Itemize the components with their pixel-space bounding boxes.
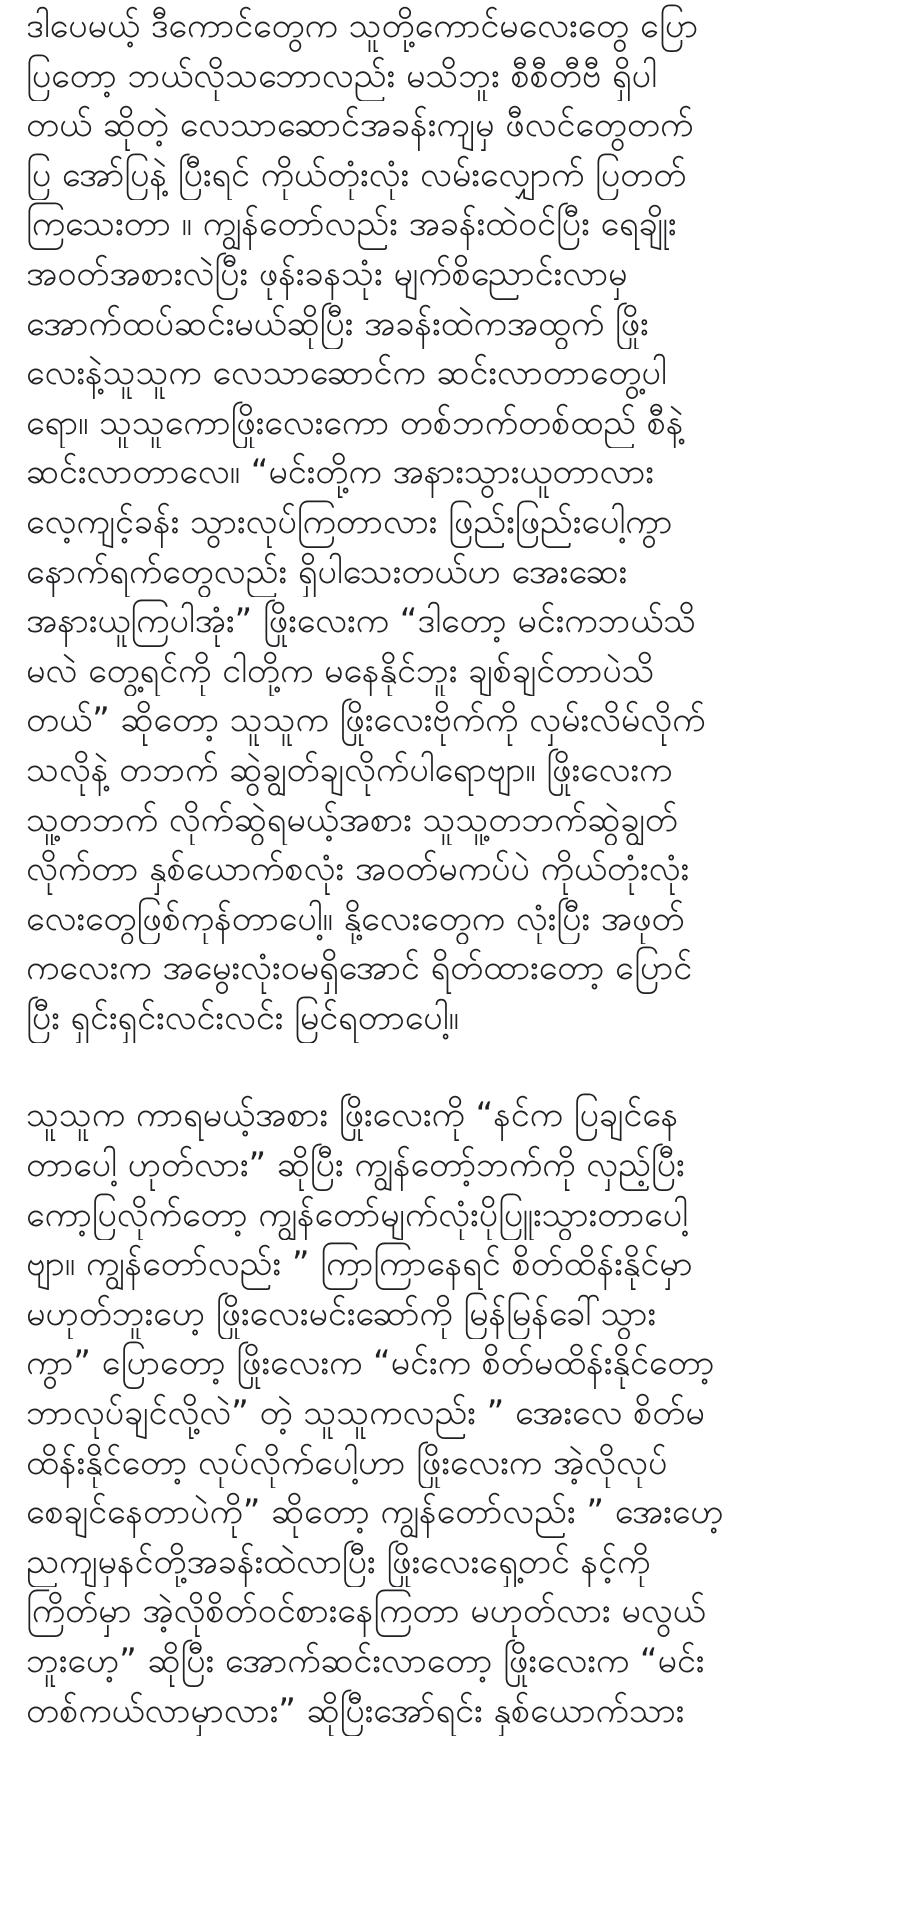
text-line: တယ်” ဆိုတော့ သူသူက ဖြိုးလေးဗိုက်ကို လှမ်းလိမ်လိုက်	[26, 700, 706, 741]
text-line: သလိုနဲ့ တဘက် ဆွဲချွတ်ချလိုက်ပါရောဗျာ။ ဖြိုးလေးက	[26, 749, 673, 790]
paragraph-spacer	[26, 1043, 878, 1091]
text-line: ကွာ” ပြောတော့ ဖြိုးလေးက “မင်းက စိတ်မထိန်းနိုင်တော့	[26, 1343, 715, 1384]
text-line: ကြိတ်မှာ အဲ့လိုစိတ်ဝင်စားနေကြတာ မဟုတ်လား မလွယ်	[26, 1591, 706, 1632]
text-line: ကြသေးတာ ။ ကျွန်တော်လည်း အခန်းထဲဝင်ပြီး ရေချိုး	[26, 204, 677, 245]
text-line: ဘာလုပ်ချင်လို့လဲ” တဲ့ သူသူကလည်း ” အေးလေ စိတ်မ	[26, 1393, 705, 1434]
paragraph-1	[26, 2, 878, 1043]
text-line: ဒါပေမယ့် ဒီကောင်တွေက သူတို့ကောင်မလေးတွေ ပြော	[26, 6, 699, 46]
text-line: လေးနဲ့သူသူက လေသာဆောင်က ဆင်းလာတာတွေ့ပါ	[26, 353, 667, 394]
text-line: ပြတော့ ဘယ်လိုသဘောလည်း မသိဘူး စီစီတီဗီ ရှိပါ	[26, 55, 657, 96]
text-line: မဟုတ်ဘူးဟေ့ ဖြိုးလေးမင်းဆော်ကို မြန်မြန်ခေါ်သွား	[26, 1293, 656, 1334]
text-line: ညကျမှနင်တို့အခန်းထဲလာပြီး ဖြိုးလေးရှေ့တင် နင့်ကို	[26, 1541, 651, 1582]
text-line: သူ့တဘက် လိုက်ဆွဲရမယ့်အစား သူသူ့တဘက်ဆွဲချွတ်	[26, 799, 678, 840]
text-line: လိုက်တာ နှစ်ယောက်စလုံး အဝတ်မကပ်ပဲ ကိုယ်တုံးလုံး	[26, 849, 690, 890]
text-line: ဘူးဟေ့” ဆိုပြီး အောက်ဆင်းလာတော့ ဖြိုးလေးက “မင်း	[26, 1641, 705, 1681]
paragraph-2	[26, 1091, 878, 1736]
text-line: ပြ အော်ပြနဲ့ ပြီးရင် ကိုယ်တုံးလုံး လမ်းလျှောက် ပြတတ်	[26, 154, 687, 195]
text-line: စေချင်နေတာပဲကို” ဆိုတော့ ကျွန်တော်လည်း ” အေးဟေ့	[26, 1492, 724, 1533]
text-line: ကလေးက အမွေးလုံးဝမရှိအောင် ရိတ်ထားတော့ ပြောင်	[26, 948, 693, 989]
text-line: မလဲ တွေ့ရင်ကို ငါတို့က မနေနိုင်ဘူး ချစ်ချင်တာပဲသိ	[26, 650, 655, 691]
text-line: ပြီး ရှင်းရှင်းလင်းလင်း မြင်ရတာပေါ့။	[26, 997, 459, 1038]
text-line: တစ်ကယ်လာမှာလား” ဆိုပြီးအော်ရင်း နှစ်ယောက်သား	[26, 1690, 685, 1731]
text-line: အနားယူကြပါအုံး” ဖြိုးလေးက “ဒါတော့ မင်းကဘယ်သိ	[26, 601, 697, 642]
text-line: လေးတွေဖြစ်ကုန်တာပေါ့။ နို့လေးတွေက လုံးပြီး အဖုတ်	[26, 898, 685, 939]
text-line: ကော့ပြလိုက်တော့ ကျွန်တော်မျက်လုံးပိုပြူးသွားတာပေါ့	[26, 1194, 688, 1235]
text-line: ထိန်းနိုင်တော့ လုပ်လိုက်ပေါ့ဟာ ဖြိုးလေးက အဲ့လိုလုပ်	[26, 1442, 668, 1483]
text-line: တာပေါ့ ဟုတ်လား” ဆိုပြီး ကျွန်တော့်ဘက်ကို လှည့်ပြီး	[26, 1145, 685, 1186]
text-line: တယ် ဆိုတဲ့ လေသာဆောင်အခန်းကျမှ ဖီလင်တွေတက်	[26, 105, 694, 146]
text-line: ရော။ သူသူကောဖြိုးလေးကော တစ်ဘက်တစ်ထည် စီနဲ့	[26, 402, 684, 443]
text-line: လေ့ကျင့်ခန်း သွားလုပ်ကြတာလား ဖြည်းဖြည်းပေါ့ကွာ	[26, 501, 673, 542]
text-line: ဆင်းလာတာလေ။ “မင်းတို့က အနားသွားယူတာလား	[26, 452, 654, 493]
text-line: နောက်ရက်တွေလည်း ရှိပါသေးတယ်ဟ အေးဆေး	[26, 551, 628, 592]
text-line: အဝတ်အစားလဲပြီး ဖုန်းခနသုံး မျက်စိညောင်းလာမှ	[26, 253, 628, 294]
text-line: ဗျာ။ ကျွန်တော်လည်း ” ကြာကြာနေရင် စိတ်ထိန်းနိုင်မှာ	[26, 1244, 693, 1285]
text-line: အောက်ထပ်ဆင်းမယ်ဆိုပြီး အခန်းထဲကအထွက် ဖြိုး	[26, 303, 649, 344]
text-line: သူသူက ကာရမယ့်အစား ဖြိုးလေးကို “နင်က ပြချင်နေ	[26, 1095, 679, 1136]
